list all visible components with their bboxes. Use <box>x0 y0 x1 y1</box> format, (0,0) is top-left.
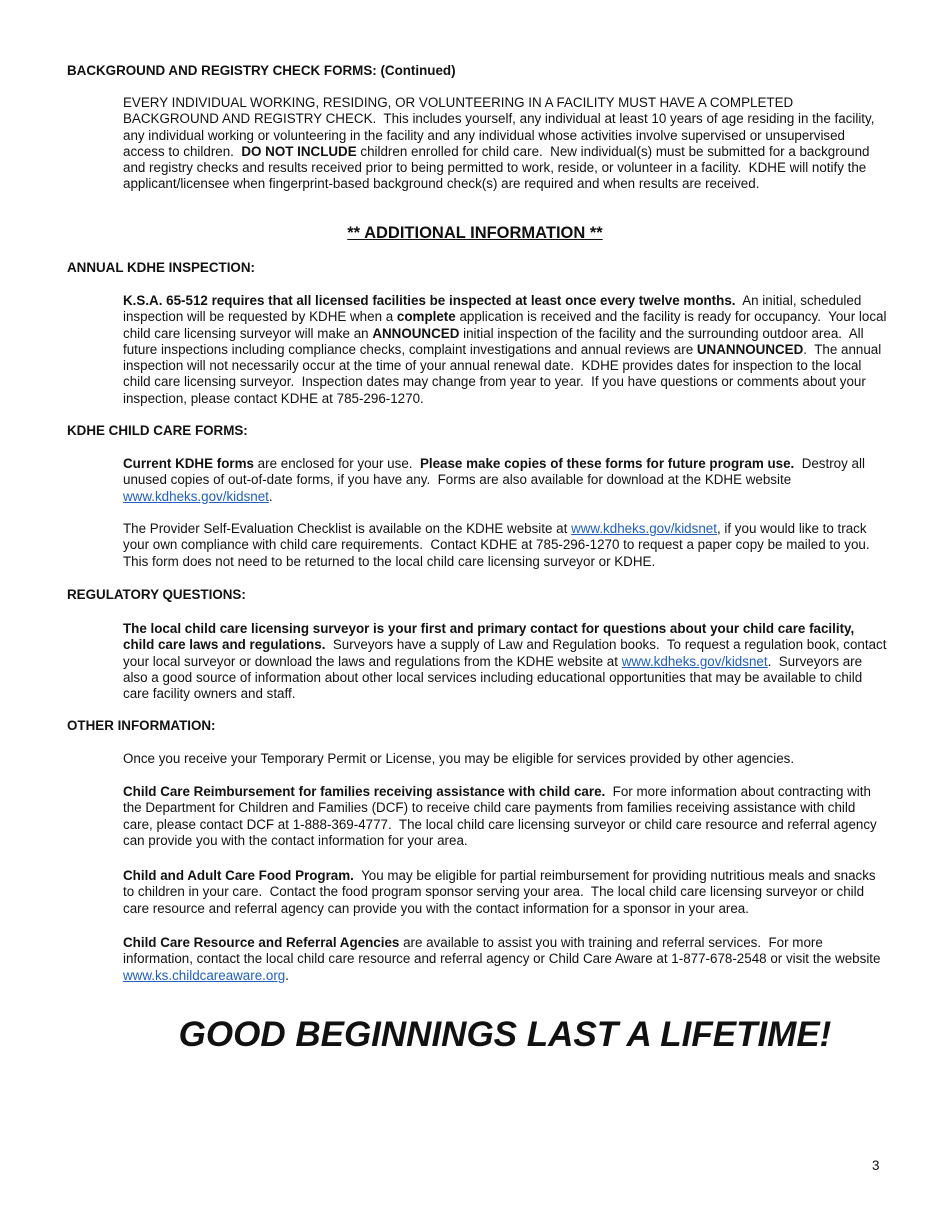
text-run: are enclosed for your use. <box>253 456 420 471</box>
text-run: , if you would like to track your own compliance with child care requirements. Contact KDHE at 785-296-1270 to request a paper copy be mailed to you. This form does not need to be returned to the local child care licensing surveyor or KDHE. <box>123 521 877 569</box>
section-heading-background-checks: BACKGROUND AND REGISTRY CHECK FORMS: (Continued) <box>67 63 456 78</box>
paragraph-regulatory-questions <box>123 621 891 702</box>
text-run: . Surveyors are also a good source of information about other local services including educational opportunities that may be available to child care facility owners and staff. <box>123 653 866 702</box>
bold-text-run: Child and Adult Care Food Program. <box>123 868 354 883</box>
paragraph-other-agencies <box>123 751 887 767</box>
page-number: 3 <box>872 1158 880 1173</box>
paragraph-self-evaluation-checklist <box>123 521 887 570</box>
bold-text-run: The local child care licensing surveyor is your first and primary contact for questions about your child care facility, child care laws and regulations. <box>123 621 858 653</box>
paragraph-resource-referral-agencies <box>123 935 887 984</box>
bold-text-run: UNANNOUNCED <box>696 341 804 357</box>
bold-text-run: DO NOT INCLUDE <box>241 143 357 159</box>
text-run: The Provider Self-Evaluation Checklist is available on the KDHE website at <box>123 521 572 536</box>
paragraph-background-checks <box>123 95 887 193</box>
bold-text-run: complete <box>396 309 456 325</box>
additional-information-title <box>0 223 950 243</box>
section-heading-child-care-forms: KDHE CHILD CARE FORMS: <box>67 423 248 438</box>
website-link[interactable]: www.ks.childcareaware.org <box>123 967 286 983</box>
website-link[interactable]: www.kdheks.gov/kidsnet <box>571 521 717 536</box>
text-run: application is received and the facility is ready for occupancy. Your local child care licensing surveyor will make an <box>123 309 891 341</box>
bold-text-run: Current KDHE forms <box>123 456 254 471</box>
text-run: For more information about contracting with the Department for Children and Families (DCF) to receive child care payments from families receiving assistance with child care, please contact DCF at 1-888-369-4777. The local child care licensing surveyor or child care resource and referral agency can provide you with the contact information for your area. <box>123 784 881 848</box>
text-run: are available to assist you with training and referral services. For more information, contact the local child care resource and referral agency or Child Care Aware at 1-877-678-2548 or visit the website <box>123 935 885 967</box>
bold-text-run: K.S.A. 65-512 requires that all licensed facilities be inspected at least once every twelve months. <box>123 293 736 308</box>
section-heading-annual-inspection: ANNUAL KDHE INSPECTION: <box>67 260 255 275</box>
section-heading-other-information: OTHER INFORMATION: <box>67 718 216 733</box>
text-run: . <box>268 488 273 504</box>
paragraph-annual-inspection <box>123 293 891 407</box>
bold-text-run: Child Care Resource and Referral Agencies <box>123 935 400 950</box>
text-run: Once you receive your Temporary Permit or License, you may be eligible for services provided by other agencies. <box>123 751 795 766</box>
text-run: An initial, scheduled inspection will be requested by KDHE when a <box>123 293 866 325</box>
text-run: Surveyors have a supply of Law and Regulation books. To request a regulation book, contact your local surveyor or download the laws and regulations from the KDHE website at <box>123 637 891 669</box>
text-run: children enrolled for child care. New individual(s) must be submitted for a background and registry checks and results received prior to being permitted to work, reside, or volunteer in a facility. KDHE will notify the applicant/licensee when fingerprint-based background check(s) are required and when results are received. <box>123 143 874 192</box>
paragraph-food-program <box>123 868 887 917</box>
additional-information-title-text: ** ADDITIONAL INFORMATION ** <box>347 224 603 242</box>
slogan: GOOD BEGINNINGS LAST A LIFETIME! <box>178 1015 832 1054</box>
text-run: . The annual inspection will not necessarily occur at the time of your annual renewal date. KDHE provides dates for inspection to the local child care licensing surveyor. Inspection dates may change from year to year. If you have questions or comments about your inspection, please contact KDHE at 785-296-1270. <box>123 341 885 406</box>
text-run: . <box>285 967 289 983</box>
text-run: initial inspection of the facility and the surrounding outdoor area. All future inspections including compliance checks, complaint investigations and annual reviews are <box>123 325 868 357</box>
paragraph-child-care-reimbursement <box>123 784 887 849</box>
bold-text-run: ANNOUNCED <box>372 325 460 341</box>
website-link[interactable]: www.kdheks.gov/kidsnet <box>123 488 269 504</box>
text-run: Destroy all unused copies of out-of-date forms, if you have any. Forms are also available for download at the KDHE website <box>123 456 869 488</box>
website-link[interactable]: www.kdheks.gov/kidsnet <box>621 653 768 669</box>
paragraph-kdhe-forms <box>123 456 887 505</box>
bold-text-run: Please make copies of these forms for future program use. <box>419 456 795 471</box>
text-run: EVERY INDIVIDUAL WORKING, RESIDING, OR VOLUNTEERING IN A FACILITY MUST HAVE A COMPLETED BACKGROUND AND REGISTRY CHECK. This includes yourself, any individual at least 10 years of age residing in the facility, any individual working or volunteering in the facility and any individual whose activities involve supervised or unsupervised access to children. <box>123 95 879 159</box>
section-heading-regulatory-questions: REGULATORY QUESTIONS: <box>67 587 246 602</box>
text-run: You may be eligible for partial reimbursement for providing nutritious meals and snacks to children in your care. Contact the food program sponsor serving your area. The local child care licensing surveyor or child care resource and referral agency can provide you with the contact information for a sponsor in your area. <box>123 868 880 916</box>
bold-text-run: Child Care Reimbursement for families receiving assistance with child care. <box>123 784 606 799</box>
